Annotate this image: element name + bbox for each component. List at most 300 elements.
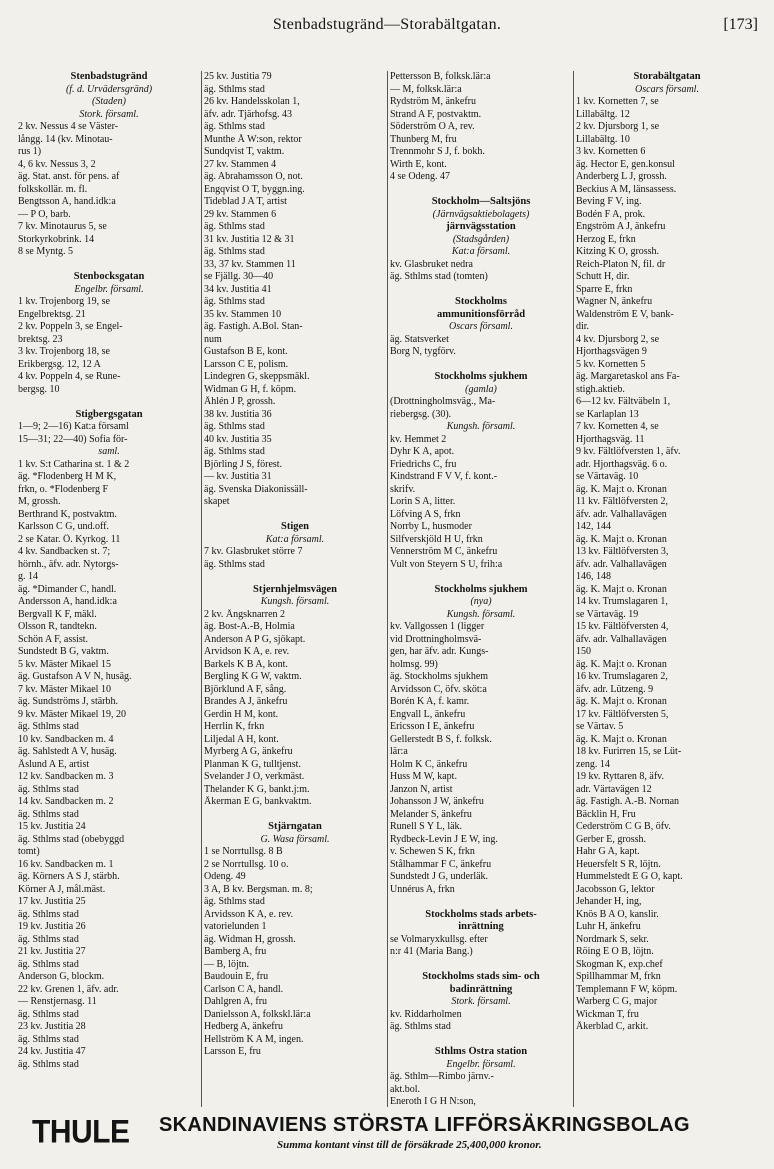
- entry-line: Templemann F W, köpm.: [576, 983, 678, 995]
- entry-line: Bodén F A, prok.: [576, 208, 646, 220]
- entry-line: 4 kv. Poppeln 4, se Rune-: [18, 371, 121, 382]
- entry-line: äg. Sahlstedt A V, husäg.: [18, 746, 117, 757]
- street-heading: Sthlms Östra station: [434, 1046, 528, 1057]
- entry-line: Schutt H, dir.: [576, 271, 630, 282]
- entry-line: Strand A F, postvaktm.: [390, 108, 482, 120]
- entry-line: Olsson R, tandtekn.: [18, 621, 97, 632]
- column-2: [204, 71, 386, 1107]
- entry-line: Brandes A J, änkefru: [204, 696, 288, 707]
- entry-line: v. Schewen S K, frkn: [390, 846, 475, 857]
- entry-line: äg. Sthlms stad: [18, 1033, 79, 1045]
- entry-line: Sundstedt B G, vaktm.: [18, 646, 109, 657]
- entry-line: Liljedal A H, kont.: [204, 733, 279, 745]
- entry-line: Wagner N, änkefru: [576, 296, 653, 307]
- entry-line: Andersson A, hand.idk:a: [18, 596, 117, 607]
- entry-line: Svelander J O, verkmäst.: [204, 771, 305, 782]
- entry-line: 17 kv. Fältlöfversten 5,: [576, 708, 669, 720]
- entry-line: [204, 571, 386, 584]
- entry-line: Kindstrand F V V, f. kont.-: [390, 471, 498, 482]
- street-heading: inrättning: [458, 921, 504, 932]
- entry-line: 7 kv. Minotaurus 5, se: [18, 221, 107, 232]
- entry-line: dir.: [576, 321, 590, 332]
- entry-line: Hjorthagsväg. 11: [576, 433, 645, 445]
- entry-line: äg. Hector E, gen.konsul: [576, 158, 675, 170]
- entry-line: Lindegren G, skeppsmäkl.: [204, 371, 310, 382]
- entry-line: äg. K. Maj:t o. Kronan: [576, 696, 667, 707]
- parish-note: (f. d. Urvädersgränd): [65, 83, 153, 95]
- parish-note: (nya): [470, 596, 492, 607]
- entry-line: kv. Riddarholmen: [390, 1008, 462, 1020]
- entry-line: Rydström M, änkefru: [390, 96, 476, 107]
- entry-line: M, grossh.: [18, 496, 61, 507]
- entry-line: Vult von Steyern S U, frih:a: [390, 558, 503, 570]
- parish-note: Stork. församl.: [451, 996, 511, 1007]
- entry-line: — B, löjtn.: [204, 958, 250, 970]
- entry-line: äg. Sthlms stad: [204, 121, 265, 132]
- entry-line: äg. Fastigh. A.-B. Nornan: [576, 796, 680, 807]
- entry-line: Bamberg A, fru: [204, 946, 267, 957]
- parish-note: (Stadsgården): [452, 233, 510, 245]
- entry-line: Friedrichs C, fru: [390, 458, 457, 470]
- street-heading: Stockholms sjukhem: [434, 371, 528, 382]
- entry-line: vatorielunden 1: [204, 921, 267, 932]
- entry-line: Gellerstedt B S, f. folksk.: [390, 733, 492, 745]
- parish-note: Oscars församl.: [635, 83, 699, 95]
- entry-line: kv. Vallgossen 1 (ligger: [390, 621, 485, 632]
- entry-line: [390, 1034, 572, 1047]
- entry-line: Herrlin K, frkn: [204, 721, 265, 732]
- entry-line: Arvidsson K A, e. rev.: [204, 908, 294, 920]
- entry-line: Engström A J, änkefru: [576, 221, 666, 232]
- entry-line: Sundqvist T, vaktm.: [204, 146, 285, 157]
- entry-line: 7 kv. Mäster Mikael 10: [18, 683, 111, 695]
- entry-line: Thelander K G, bankt.j:m.: [204, 783, 310, 795]
- entry-line: Beving F V, ing.: [576, 196, 642, 207]
- parish-note: Oscars församl.: [449, 321, 513, 332]
- entry-line: Beckius A M, länsassess.: [576, 183, 677, 195]
- entry-line: 150: [576, 646, 591, 657]
- entry-line: Rydbeck-Levin J E W, ing.: [390, 833, 498, 845]
- entry-line: 24 kv. Justitia 47: [18, 1046, 86, 1057]
- entry-line: Körner A J, mål.mäst.: [18, 883, 106, 895]
- entry-line: stigh.aktieb.: [576, 383, 625, 395]
- street-heading: Stenbocksgatan: [73, 271, 145, 282]
- street-heading: järnvägsstation: [446, 221, 516, 232]
- entry-line: 1 kv. Trojenborg 19, se: [18, 296, 110, 307]
- parish-note: Stork. församl.: [79, 108, 139, 120]
- parish-note: (Staden): [92, 96, 126, 107]
- entry-line: äg. Sthlms stad: [18, 783, 79, 795]
- parish-note: (Järnvägsaktiebolagets): [432, 208, 530, 220]
- column-divider: [573, 71, 574, 1107]
- entry-line: 11 kv. Fältlöfversten 2,: [576, 496, 669, 507]
- street-heading: Stenbadstugränd: [70, 71, 148, 82]
- entry-line: äg. Svenska Diakonissäll-: [204, 483, 308, 495]
- entry-line: Borg N, tygförv.: [390, 346, 456, 357]
- entry-line: Lorin S A, litter.: [390, 496, 456, 507]
- entry-line: äg. Statsverket: [390, 333, 449, 345]
- entry-line: Johansson J W, änkefru: [390, 796, 484, 807]
- entry-line: äfv. adr. Tjärhofsg. 43: [204, 108, 293, 120]
- parish-note: G. Wasa församl.: [260, 833, 330, 845]
- column-divider: [201, 71, 202, 1107]
- entry-line: Unnérus A, frkn: [390, 883, 455, 895]
- entry-line: Björklund A F, sång.: [204, 683, 287, 695]
- street-heading: Stjärngatan: [268, 821, 322, 832]
- parish-note: Kat:a församl.: [451, 246, 511, 257]
- entry-line: 4 se Odeng. 47: [390, 171, 450, 182]
- entry-line: äg. Margaretaskol ans Fa-: [576, 371, 680, 382]
- entry-line: Åhlén J P, grossh.: [204, 396, 276, 407]
- parish-note: Kungsh. församl.: [446, 421, 516, 432]
- entry-line: Planman K G, tulltjenst.: [204, 758, 301, 770]
- entry-line: äg. Stat. anst. för pens. af: [18, 171, 120, 182]
- entry-line: 35 kv. Stammen 10: [204, 308, 282, 320]
- entry-line: — kv. Justitia 31: [204, 471, 272, 482]
- entry-line: Engqvist O T, byggn.ing.: [204, 183, 305, 195]
- entry-line: Holm K C, änkefru: [390, 758, 468, 770]
- entry-line: Björling J S, förest.: [204, 458, 283, 470]
- entry-line: Danielsson A, folkskl.lär:a: [204, 1008, 311, 1020]
- entry-line: Hellström K A M, ingen.: [204, 1033, 304, 1045]
- entry-line: 22 kv. Grenen 1, äfv. adr.: [18, 983, 119, 995]
- entry-line: 12 kv. Sandbacken m. 3: [18, 771, 114, 782]
- entry-line: [390, 184, 572, 197]
- entry-line: Åkerman E G, bankvaktm.: [204, 796, 312, 807]
- entry-line: äg. Sthlms stad: [204, 896, 265, 907]
- entry-line: hörnh., äfv. adr. Nytorgs-: [18, 558, 119, 570]
- entry-line: 2 kv. Djursborg 1, se: [576, 121, 660, 132]
- entry-line: Röing E O B, löjtn.: [576, 946, 654, 957]
- entry-line: 146, 148: [576, 571, 611, 582]
- column-divider: [387, 71, 388, 1107]
- entry-line: 25 kv. Justitia 79: [204, 71, 272, 82]
- entry-line: äg. Sthlms stad: [18, 958, 79, 970]
- entry-line: 17 kv. Justitia 25: [18, 896, 86, 907]
- entry-line: Hedberg A, änkefru: [204, 1021, 283, 1032]
- entry-line: se Värtaväg. 19: [576, 608, 639, 620]
- entry-line: Tideblad J A T, artist: [204, 196, 287, 207]
- entry-line: lär:a: [390, 746, 408, 757]
- entry-line: Sundstedt J G, underläk.: [390, 871, 489, 882]
- entry-line: 5 kv. Kornetten 5: [576, 358, 646, 370]
- street-heading: Stigbergsgatan: [75, 408, 143, 420]
- entry-line: Hjorthagsvägen 9: [576, 346, 647, 357]
- entry-line: 7 kv. Kornetten 4, se: [576, 421, 659, 432]
- entry-line: [390, 959, 572, 972]
- entry-line: äg. Sthlms stad: [204, 446, 265, 457]
- entry-line: skapet: [204, 496, 230, 507]
- entry-line: gen, har äfv. adr. Kungs-: [390, 646, 489, 657]
- entry-line: Anderson G, blockm.: [18, 971, 105, 982]
- entry-line: tomt): [18, 846, 40, 857]
- entry-line: Myrberg A G, änkefru: [204, 746, 293, 757]
- entry-line: Munthe Å W:son, rektor: [204, 133, 302, 145]
- entry-line: äg. *Dimander C, handl.: [18, 583, 117, 595]
- entry-line: 2 kv. Ängsknarren 2: [204, 608, 286, 620]
- entry-line: zeng. 14: [576, 758, 610, 770]
- entry-line: akt.bol.: [390, 1083, 420, 1095]
- entry-line: Löfving A S, frkn: [390, 508, 461, 520]
- parish-note: Engelbr. församl.: [446, 1058, 516, 1070]
- entry-line: — M, folksk.lär:a: [390, 83, 462, 95]
- entry-line: bergsg. 10: [18, 383, 60, 395]
- entry-line: 15 kv. Fältlöfversten 4,: [576, 621, 669, 632]
- entry-line: Dahlgren A, fru: [204, 996, 268, 1007]
- entry-line: 6—12 kv. Fältväbeln 1,: [576, 396, 671, 407]
- entry-line: 13 kv. Fältlöfversten 3,: [576, 546, 669, 557]
- entry-line: Bengtsson A, hand.idk:a: [18, 196, 116, 207]
- entry-line: 2 kv. Nessus 4 se Väster-: [18, 121, 119, 132]
- entry-line: äg. Sthlms stad: [18, 721, 79, 732]
- entry-line: 19 kv. Ryttaren 8, äfv.: [576, 771, 665, 782]
- entry-line: Larsson C E, polism.: [204, 358, 289, 370]
- entry-line: se Värtav. 5: [576, 721, 624, 732]
- entry-line: 31 kv. Justitia 12 & 31: [204, 233, 295, 245]
- entry-line: 10 kv. Sandbacken m. 4: [18, 733, 114, 745]
- street-heading: Stigen: [280, 521, 309, 532]
- entry-line: kv. Hemmet 2: [390, 433, 447, 445]
- entry-line: 1 kv. Kornetten 7, se: [576, 96, 659, 107]
- entry-line: Karlsson C G, und.off.: [18, 521, 109, 532]
- entry-line: Bäcklin H, Fru: [576, 808, 636, 820]
- entry-line: äg. Körners A S J, stärbh.: [18, 871, 120, 882]
- entry-line: Sparre E, frkn: [576, 283, 633, 295]
- entry-line: Arvidson K A, e. rev.: [204, 646, 290, 657]
- entry-line: äfv. adr. Valhallavägen: [576, 508, 667, 520]
- entry-line: Wirth E, kont.: [390, 158, 447, 170]
- entry-line: (Drottningholmsväg., Ma-: [390, 396, 496, 407]
- entry-line: 9 kv. Mäster Mikael 19, 20: [18, 708, 126, 720]
- parish-note: Kungsh. församl.: [260, 596, 330, 607]
- ad-slogan: SKANDINAVIENS STÖRSTA LIFFÖRSÄKRINGSBOLAG: [159, 1114, 690, 1136]
- entry-line: n:r 41 (Maria Bang.): [390, 946, 473, 957]
- entry-line: 8 se Myntg. 5: [18, 246, 73, 257]
- entry-line: äg. Sthlms stad: [204, 558, 265, 570]
- entry-line: äg. Sthlms stad: [204, 421, 265, 432]
- entry-line: Anderberg L J, grossh.: [576, 171, 667, 182]
- entry-line: 2 se Norrtullsg. 10 o.: [204, 858, 289, 870]
- entry-line: äg. K. Maj:t o. Kronan: [576, 583, 667, 595]
- entry-line: Berthrand K, postvaktm.: [18, 508, 117, 520]
- entry-line: Kitzing K O, grossh.: [576, 246, 660, 257]
- entry-line: Spillhammar M, frkn: [576, 971, 661, 982]
- entry-line: 38 kv. Justitia 36: [204, 408, 272, 420]
- running-head: [0, 16, 774, 38]
- entry-line: Hummelstedt E G O, kapt.: [576, 871, 683, 882]
- entry-line: 34 kv. Justitia 41: [204, 283, 272, 295]
- entry-line: [390, 896, 572, 909]
- entry-line: 3 kv. Kornetten 6: [576, 146, 646, 157]
- entry-line: Eneroth I G H N:son,: [390, 1096, 476, 1107]
- advertisement: [32, 1113, 742, 1157]
- entry-line: äfv. adr. Valhallavägen: [576, 633, 667, 645]
- entry-line: äfv. adr. Valhallavägen: [576, 558, 667, 570]
- entry-line: Erikbergsg. 12, 12 A: [18, 358, 101, 370]
- entry-line: Borén K A, f. kamr.: [390, 696, 470, 707]
- entry-line: äg. Gustafson A V N, husäg.: [18, 671, 132, 682]
- entry-line: Storkyrkobrink. 14: [18, 233, 95, 245]
- entry-line: 3 A, B kv. Bergsman. m. 8;: [204, 883, 313, 895]
- parish-note: (gamla): [465, 383, 497, 395]
- entry-line: Gerber E, grossh.: [576, 833, 646, 845]
- entry-line: 23 kv. Justitia 28: [18, 1021, 86, 1032]
- entry-line: se Karlaplan 13: [576, 408, 639, 420]
- entry-line: äg. Widman H, grossh.: [204, 933, 296, 945]
- entry-line: äg. Stockholms sjukhem: [390, 671, 489, 682]
- entry-line: Nordmark S, sekr.: [576, 933, 649, 945]
- entry-line: Janzon N, artist: [390, 783, 453, 795]
- entry-line: [390, 571, 572, 584]
- ad-brand: THULE: [32, 1114, 130, 1151]
- entry-line: Vennerström M C, änkefru: [390, 546, 498, 557]
- entry-line: Lillabältg. 10: [576, 133, 630, 145]
- entry-line: 29 kv. Stammen 6: [204, 208, 277, 220]
- entry-line: adr. Hjorthagsväg. 6 o.: [576, 458, 668, 470]
- entry-line: Larsson E, fru: [204, 1046, 261, 1057]
- entry-line: Trennmohr S J, f. bokh.: [390, 146, 485, 157]
- street-heading: Stockholms sjukhem: [434, 583, 528, 595]
- entry-line: Waldenström E V, bank-: [576, 308, 674, 320]
- entry-line: 1—9; 2—16) Kat:a församl: [18, 421, 129, 432]
- entry-line: äg. Sthlms stad: [18, 908, 79, 920]
- entry-line: Carlson C A, handl.: [204, 983, 284, 995]
- entry-line: Melander S, änkefru: [390, 808, 472, 820]
- entry-line: [390, 359, 572, 372]
- entry-line: Huss M W, kapt.: [390, 771, 457, 782]
- entry-line: äg. Sthlms stad: [18, 808, 79, 820]
- entry-line: Pettersson B, folksk.lär:a: [390, 71, 491, 82]
- entry-line: äg. K. Maj:t o. Kronan: [576, 733, 667, 745]
- entry-line: Åkerblad C, arkit.: [576, 1021, 649, 1032]
- entry-line: riebergsg. (30).: [390, 408, 452, 420]
- entry-line: 9 kv. Fältlöfversten 1, äfv.: [576, 446, 681, 457]
- entry-line: se Volmaryxkullsg. efter: [390, 933, 488, 945]
- entry-line: 1 se Norrtullsg. 8 B: [204, 846, 283, 857]
- entry-line: 4 kv. Djursborg 2, se: [576, 333, 660, 345]
- entry-line: 14 kv. Trumslagaren 1,: [576, 596, 668, 607]
- entry-line: Hahr G A, kapt.: [576, 846, 640, 857]
- entry-line: Cederström C G B, öfv.: [576, 821, 671, 832]
- entry-line: 4 kv. Sandbacken st. 7;: [18, 546, 111, 557]
- street-heading: Stockholms: [455, 296, 507, 307]
- entry-line: Heuersfelt S R, löjtn.: [576, 858, 661, 870]
- entry-line: äg. Sundströms J, stärbh.: [18, 696, 118, 707]
- entry-line: 15—31; 22—40) Sofia för-: [18, 433, 128, 445]
- entry-line: [204, 809, 386, 822]
- entry-line: Wickman T, fru: [576, 1008, 639, 1020]
- entry-line: 14 kv. Sandbacken m. 2: [18, 796, 114, 807]
- entry-line: — P O, barb.: [18, 208, 71, 220]
- entry-line: äg. Sthlms stad: [18, 933, 79, 945]
- entry-line: 3 kv. Trojenborg 18, se: [18, 346, 110, 357]
- entry-line: rus 1): [18, 146, 42, 157]
- entry-line: Ericsson I E, änkefru: [390, 721, 475, 732]
- entry-line: 2 se Katar. Ö. Kyrkog. 11: [18, 533, 121, 545]
- entry-line: äg. *Flodenberg H M K,: [18, 471, 117, 482]
- street-heading: badinrättning: [449, 983, 513, 995]
- entry-line: Skogman K, exp.chef: [576, 958, 663, 970]
- entry-line: holmsg. 99): [390, 658, 438, 670]
- entry-line: äg. Sthlms stad: [204, 221, 265, 232]
- entry-line: äg. Abrahamsson O, not.: [204, 171, 303, 182]
- entry-line: Herzog E, frkn: [576, 233, 636, 245]
- entry-line: Anderson A P G, sjökapt.: [204, 633, 306, 645]
- ad-subline: Summa kontant vinst till de försäkrade 25,400,000 kronor.: [277, 1139, 542, 1151]
- entry-line: [18, 259, 200, 272]
- column-1: [18, 71, 200, 1107]
- entry-line: folkskollär. m. fl.: [18, 183, 88, 195]
- entry-line: Runell S Y L, läk.: [390, 821, 463, 832]
- directory-columns: [18, 71, 760, 1107]
- entry-line: vid Drottningholmsvä-: [390, 633, 482, 645]
- entry-line: 19 kv. Justitia 26: [18, 921, 86, 932]
- entry-line: Bergling K G W, vaktm.: [204, 671, 302, 682]
- entry-line: — Renstjernasg. 11: [18, 996, 97, 1007]
- entry-line: brektsg. 23: [18, 333, 63, 345]
- entry-line: äg. Sthlms stad (tomten): [390, 271, 488, 282]
- entry-line: 4, 6 kv. Nessus 3, 2: [18, 158, 96, 170]
- entry-line: Warberg C G, major: [576, 996, 658, 1007]
- entry-line: se Värtaväg. 10: [576, 471, 639, 482]
- entry-line: Schön A F, assist.: [18, 633, 89, 645]
- parish-note: Engelbr. församl.: [74, 283, 144, 295]
- entry-line: Thunberg M, fru: [390, 133, 457, 145]
- entry-line: Barkels K B A, kont.: [204, 658, 288, 670]
- street-heading: ammunitionsförråd: [436, 308, 526, 320]
- entry-line: äg. Sthlms stad: [18, 1058, 79, 1070]
- entry-line: adr. Värtavägen 12: [576, 783, 652, 795]
- entry-line: äg. Fastigh. A.Bol. Stan-: [204, 321, 303, 332]
- street-heading: Stockholms stads arbets-: [425, 908, 537, 920]
- entry-line: 18 kv. Furirren 15, se Lüt-: [576, 746, 682, 757]
- street-heading: Stjernhjelmsvägen: [253, 583, 337, 595]
- entry-line: 2 kv. Poppeln 3, se Engel-: [18, 321, 123, 332]
- entry-line: [390, 284, 572, 297]
- entry-line: Gerdin H M, kont.: [204, 708, 279, 720]
- entry-line: äg. Sthlms stad: [204, 296, 265, 307]
- entry-line: äg. Sthlms stad: [390, 1021, 451, 1032]
- entry-line: 40 kv. Justitia 35: [204, 433, 272, 445]
- entry-line: Widman G H, f. köpm.: [204, 383, 297, 395]
- entry-line: [18, 396, 200, 409]
- entry-line: äg. Sthlms stad (obebyggd: [18, 833, 125, 845]
- entry-line: Knös B A O, kanslir.: [576, 908, 659, 920]
- page-number: [173]: [723, 16, 758, 33]
- entry-line: Odeng. 49: [204, 871, 246, 882]
- entry-line: Luhr H, änkefru: [576, 921, 641, 932]
- entry-line: Engvall L, änkefru: [390, 708, 466, 720]
- entry-line: Gustafson B E, kont.: [204, 346, 288, 357]
- entry-line: 1 kv. S:t Catharina st. 1 & 2: [18, 458, 130, 470]
- entry-line: 33, 37 kv. Stammen 11: [204, 258, 296, 270]
- column-3: [390, 71, 572, 1107]
- entry-line: långg. 14 (kv. Minotau-: [18, 133, 113, 145]
- entry-line: Dyhr K A, apot.: [390, 446, 455, 457]
- street-heading: Stockholm—Saltsjöns: [431, 196, 531, 207]
- entry-line: äg. Sthlm—Rimbo järnv.-: [390, 1071, 494, 1082]
- entry-line: 27 kv. Stammen 4: [204, 158, 277, 170]
- entry-line: 7 kv. Glasbruket större 7: [204, 546, 303, 557]
- entry-line: Bergvall K F, mäkl.: [18, 608, 97, 620]
- page-title: Stenbadstugränd—Storabältgatan.: [272, 16, 502, 33]
- entry-line: 16 kv. Trumslagaren 2,: [576, 671, 668, 682]
- entry-line: se Fjällg. 30—40: [204, 271, 274, 282]
- entry-line: äg. Bost-A.-B, Holmia: [204, 621, 295, 632]
- parish-note: Kungsh. församl.: [446, 608, 516, 620]
- entry-line: frkn, o. *Flodenberg F: [18, 483, 109, 495]
- entry-line: Engelbrektsg. 21: [18, 308, 86, 320]
